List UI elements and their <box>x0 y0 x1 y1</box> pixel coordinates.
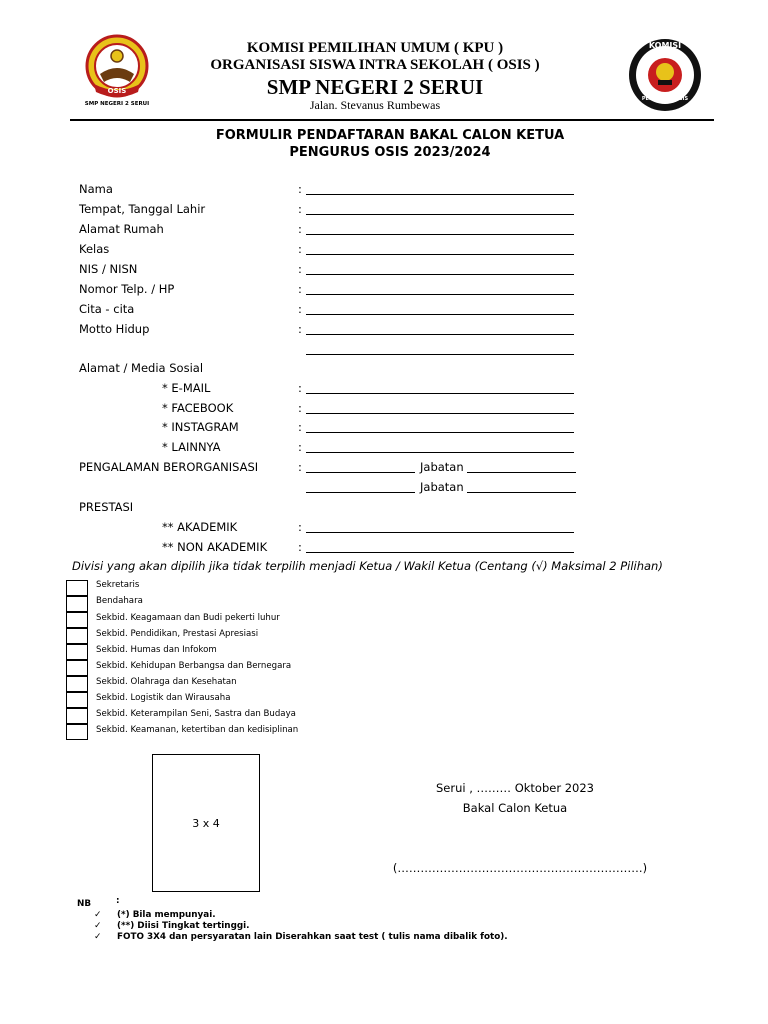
division-checkbox[interactable] <box>66 692 88 708</box>
division-label: Sekbid. Kehidupan Berbangsa dan Bernegara <box>96 661 292 671</box>
jabatan-label: Jabatan <box>420 480 464 494</box>
field-colon: : <box>298 202 302 216</box>
division-label: Bendahara <box>96 596 143 606</box>
osis-ribbon-text: OSIS <box>107 87 127 95</box>
social-input-email[interactable] <box>306 393 574 394</box>
nb-colon: : <box>116 896 120 906</box>
division-label: Sekbid. Keterampilan Seni, Sastra dan Budaya <box>96 709 296 719</box>
division-checkbox[interactable] <box>66 708 88 724</box>
social-label-facebook: * FACEBOOK <box>162 401 234 415</box>
field-colon: : <box>298 322 302 336</box>
field-label-telp: Nomor Telp. / HP <box>79 282 175 296</box>
nb-label: NB <box>77 899 92 909</box>
nb-item: (**) Diisi Tingkat tertinggi. <box>117 921 250 931</box>
nb-item: (*) Bila mempunyai. <box>117 910 216 920</box>
photo-box[interactable] <box>152 754 260 892</box>
school-address: Jalan. Stevanus Rumbewas <box>309 98 441 112</box>
field-label-nis: NIS / NISN <box>79 262 138 276</box>
field-colon: : <box>298 222 302 236</box>
social-input-instagram[interactable] <box>306 432 574 433</box>
form-title-line1: FORMULIR PENDAFTARAN BAKAL CALON KETUA <box>215 128 565 143</box>
field-colon: : <box>298 302 302 316</box>
field-input-nama[interactable] <box>306 194 574 195</box>
field-label-alamat: Alamat Rumah <box>79 222 164 236</box>
org-input-1[interactable] <box>306 472 415 473</box>
field-colon: : <box>298 440 302 454</box>
division-label: Sekbid. Pendidikan, Prestasi Apresiasi <box>96 629 259 639</box>
header-line2: ORGANISASI SISWA INTRA SEKOLAH ( OSIS ) <box>210 57 540 73</box>
form-title-line2: PENGURUS OSIS 2023/2024 <box>289 145 491 160</box>
division-checkbox[interactable] <box>66 676 88 692</box>
prestasi-label-non-akademik: ** NON AKADEMIK <box>162 540 268 554</box>
field-input-cita[interactable] <box>306 314 574 315</box>
prestasi-input-non-akademik[interactable] <box>306 552 574 553</box>
field-label-kelas: Kelas <box>79 242 110 256</box>
org-input-2[interactable] <box>306 492 415 493</box>
field-colon: : <box>298 381 302 395</box>
org-label: PENGALAMAN BERORGANISASI <box>79 460 259 474</box>
division-checkbox[interactable] <box>66 724 88 740</box>
check-icon: ✓ <box>94 932 102 942</box>
prestasi-input-akademik[interactable] <box>306 532 574 533</box>
left-logo-caption: SMP NEGERI 2 SERUI <box>84 101 150 107</box>
kpu-logo-top-text: KOMISI <box>648 41 682 50</box>
division-checkbox[interactable] <box>66 612 88 628</box>
check-icon: ✓ <box>94 921 102 931</box>
field-label-motto: Motto Hidup <box>79 322 150 336</box>
field-colon: : <box>298 460 302 474</box>
check-icon: ✓ <box>94 910 102 920</box>
jabatan-label: Jabatan <box>420 460 464 474</box>
field-input-kelas[interactable] <box>306 254 574 255</box>
division-label: Sekbid. Logistik dan Wirausaha <box>96 693 231 703</box>
jabatan-input-2[interactable] <box>467 492 576 493</box>
field-input-ttl[interactable] <box>306 214 574 215</box>
field-label-nama: Nama <box>79 182 113 196</box>
field-input-motto[interactable] <box>306 334 574 335</box>
division-label: Sekretaris <box>96 580 140 590</box>
prestasi-label-akademik: ** AKADEMIK <box>162 520 238 534</box>
photo-size-label: 3 x 4 <box>192 817 220 830</box>
field-colon: : <box>298 242 302 256</box>
prestasi-heading: PRESTASI <box>79 500 134 514</box>
division-checkbox[interactable] <box>66 644 88 660</box>
division-checkbox[interactable] <box>66 596 88 612</box>
field-input-nis[interactable] <box>306 274 574 275</box>
division-label: Sekbid. Keagamaan dan Budi pekerti luhur <box>96 613 280 623</box>
division-checkbox[interactable] <box>66 660 88 676</box>
divisi-note: Divisi yang akan dipilih jika tidak terpilih menjadi Ketua / Wakil Ketua (Centang (√) Maksimal 2 Pilihan) <box>72 559 663 573</box>
social-label-email: * E-MAIL <box>162 381 211 395</box>
social-heading: Alamat / Media Sosial <box>79 361 204 375</box>
social-label-instagram: * INSTAGRAM <box>162 420 239 434</box>
jabatan-input-1[interactable] <box>467 472 576 473</box>
header-divider <box>70 119 714 121</box>
field-input-telp[interactable] <box>306 294 574 295</box>
division-label: Sekbid. Humas dan Infokom <box>96 645 217 655</box>
field-colon: : <box>298 540 302 554</box>
field-colon: : <box>298 262 302 276</box>
division-label: Sekbid. Keamanan, ketertiban dan kedisiplinan <box>96 725 299 735</box>
field-label-ttl: Tempat, Tanggal Lahir <box>79 202 206 216</box>
field-label-cita: Cita - cita <box>79 302 135 316</box>
field-input-alamat[interactable] <box>306 234 574 235</box>
signature-role: Bakal Calon Ketua <box>462 801 568 815</box>
social-label-lainnya: * LAINNYA <box>162 440 221 454</box>
field-colon: : <box>298 401 302 415</box>
division-checkbox[interactable] <box>66 628 88 644</box>
field-colon: : <box>298 420 302 434</box>
kpu-logo-bottom-text: PEMILIHAN OSIS <box>641 96 689 102</box>
field-colon: : <box>298 182 302 196</box>
social-input-lainnya[interactable] <box>306 452 574 453</box>
signature-place-date: Serui , ……… Oktober 2023 <box>436 781 594 795</box>
school-name: SMP NEGERI 2 SERUI <box>266 75 484 99</box>
social-input-facebook[interactable] <box>306 413 574 414</box>
field-colon: : <box>298 282 302 296</box>
nb-item: FOTO 3X4 dan persyaratan lain Diserahkan saat test ( tulis nama dibalik foto). <box>117 932 508 942</box>
division-label: Sekbid. Olahraga dan Kesehatan <box>96 677 237 687</box>
signature-name-line[interactable]: (……………………………………………………….) <box>392 861 648 875</box>
division-checkbox[interactable] <box>66 580 88 596</box>
field-colon: : <box>298 520 302 534</box>
header-line1: KOMISI PEMILIHAN UMUM ( KPU ) <box>246 40 504 56</box>
field-input-motto-line2[interactable] <box>306 354 574 355</box>
